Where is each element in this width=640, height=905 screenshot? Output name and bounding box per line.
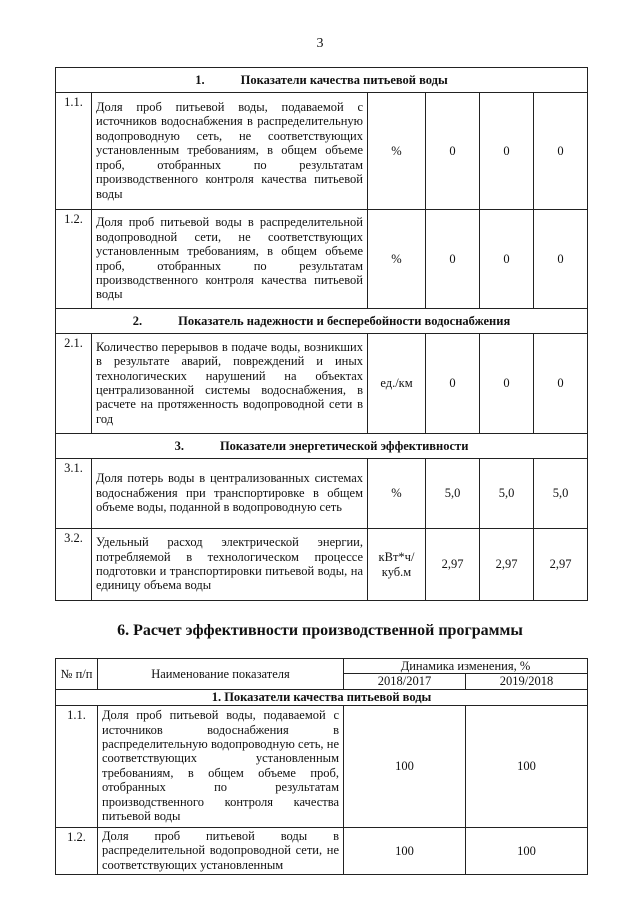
row-number: 1.1. [56,93,92,210]
header-row-number: № п/п [56,659,98,690]
value-cell: 2,97 [426,529,480,601]
unit-cell: ед./км [368,334,426,434]
table-row [56,334,588,434]
table-row [56,93,588,210]
section-title: 1. Показатели качества питьевой воды [56,68,588,93]
value-cell: 100 [344,705,466,827]
value-cell: 100 [466,705,588,827]
header-row [56,659,588,674]
section-header-row [56,68,588,93]
indicator-name: Удельный расход электрической энергии, потребляемой в технологическом процессе подготовки и транспортировки питьевой воды, на единицу объема воды [92,529,368,601]
value-cell: 5,0 [534,459,588,529]
row-number: 1.1. [56,705,98,827]
unit-cell: кВт*ч/ куб.м [368,529,426,601]
table-row [56,459,588,529]
unit-cell: % [368,210,426,309]
header-year: 2019/2018 [466,674,588,689]
section-header-row [56,689,588,705]
value-cell: 0 [426,93,480,210]
section-header-row [56,434,588,459]
section-header-row [56,309,588,334]
header-dynamics: Динамика изменения, % [344,659,588,674]
value-cell: 0 [480,93,534,210]
value-cell: 0 [426,210,480,309]
table-row [56,210,588,309]
value-cell: 0 [480,334,534,434]
quality-indicators-table [55,67,588,601]
section-6-heading: 6. Расчет эффективности производственной программы [117,622,523,639]
page-number: 3 [316,36,324,51]
value-cell: 0 [480,210,534,309]
unit-cell: % [368,93,426,210]
value-cell: 5,0 [426,459,480,529]
header-indicator-name: Наименование показателя [98,659,344,690]
indicator-name: Доля проб питьевой воды в распределительной водопроводной сети, не соответствующих установленным [98,827,344,874]
row-number: 1.2. [56,827,98,874]
indicator-name: Количество перерывов в подаче воды, возникших в результате аварий, повреждений и иных технологических нарушений на объектах централизованной системы водоснабжения, в расчете на протяженность водопроводной сети в год [92,334,368,434]
section-title: 2. Показатель надежности и бесперебойности водоснабжения [56,309,588,334]
section-title: 3. Показатели энергетической эффективности [56,434,588,459]
row-number: 3.2. [56,529,92,601]
table-row [56,529,588,601]
indicator-name: Доля проб питьевой воды, подаваемой с источников водоснабжения в распределительную водопроводную сеть, не соответствующих установленным требованиям, в общем объеме проб, отобранных по результатам производственного контроля качества питьевой воды [92,93,368,210]
indicator-name: Доля проб питьевой воды в распределительной водопроводной сети, не соответствующих установленным требованиям, в общем объеме проб, отобранных по результатам производственного контроля качества питьевой воды [92,210,368,309]
header-year: 2018/2017 [344,674,466,689]
value-cell: 2,97 [534,529,588,601]
value-cell: 2,97 [480,529,534,601]
value-cell: 100 [466,827,588,874]
table-row [56,827,588,874]
section-title: 1. Показатели качества питьевой воды [56,689,588,705]
row-number: 2.1. [56,334,92,434]
value-cell: 0 [534,93,588,210]
efficiency-table [55,658,588,875]
value-cell: 0 [426,334,480,434]
value-cell: 0 [534,210,588,309]
indicator-name: Доля потерь воды в централизованных системах водоснабжения при транспортировке в общем объеме воды, поданной в водопроводную сеть [92,459,368,529]
row-number: 1.2. [56,210,92,309]
value-cell: 100 [344,827,466,874]
value-cell: 0 [534,334,588,434]
indicator-name: Доля проб питьевой воды, подаваемой с источников водоснабжения в распределительную водопроводную сеть, не соответствующих установленным требованиям, в общем объеме проб, отобранных по результатам производственного контроля качества питьевой воды [98,705,344,827]
unit-cell: % [368,459,426,529]
table-row [56,705,588,827]
value-cell: 5,0 [480,459,534,529]
row-number: 3.1. [56,459,92,529]
